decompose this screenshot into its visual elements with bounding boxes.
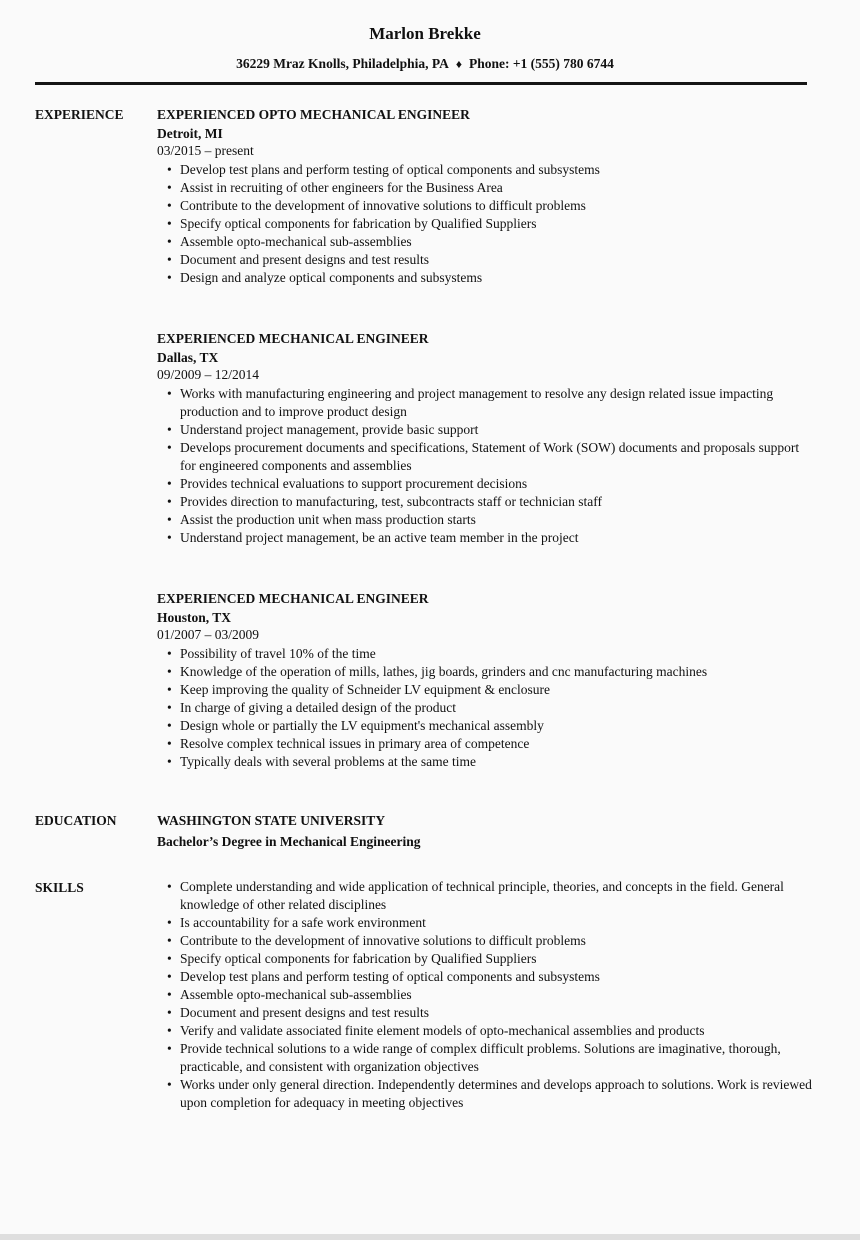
bullet-item: • Complete understanding and wide application of technical principle, theories, and concepts in the field. General knowledge of other related disciplines xyxy=(157,878,815,914)
bullet-item: • Provides direction to manufacturing, test, subcontracts staff or technician staff xyxy=(157,493,815,511)
job-title: EXPERIENCED OPTO MECHANICAL ENGINEER xyxy=(157,107,470,122)
bullet-item: • Works under only general direction. Independently determines and develops approach to solutions. Work is reviewed upon completion for adequacy in meeting objectives xyxy=(157,1076,815,1112)
bullet-item: • Possibility of travel 10% of the time xyxy=(157,645,815,663)
job-title: EXPERIENCED MECHANICAL ENGINEER xyxy=(157,591,429,606)
bullet-item: • Document and present designs and test results xyxy=(157,1004,815,1022)
bullet-item: • Develops procurement documents and specifications, Statement of Work (SOW) documents and proposals support for engineered components and assemblies xyxy=(157,439,815,475)
job-bullet-list xyxy=(157,645,815,771)
bullet-item: • Develop test plans and perform testing of optical components and subsystems xyxy=(157,161,815,179)
bullet-item: • Assemble opto-mechanical sub-assemblies xyxy=(157,986,815,1004)
skills-section xyxy=(35,878,815,1112)
bullet-item: • Assist the production unit when mass production starts xyxy=(157,511,815,529)
job-dates: 01/2007 – 03/2009 xyxy=(157,627,260,642)
experience-job xyxy=(157,329,815,547)
experience-section xyxy=(35,105,815,771)
bullet-item: • Contribute to the development of innovative solutions to difficult problems xyxy=(157,197,815,215)
skills-list xyxy=(157,878,815,1112)
person-name: Marlon Brekke xyxy=(369,24,481,43)
job-bullet-list xyxy=(157,161,815,287)
bullet-item: • Assist in recruiting of other engineers for the Business Area xyxy=(157,179,815,197)
experience-section-label: EXPERIENCE xyxy=(35,107,124,122)
job-dates: 09/2009 – 12/2014 xyxy=(157,367,260,382)
bullet-item: • Resolve complex technical issues in primary area of competence xyxy=(157,735,815,753)
skills-section-label: SKILLS xyxy=(35,880,84,895)
diamond-separator-icon: ♦ xyxy=(455,57,462,71)
bullet-item: • Design whole or partially the LV equipment's mechanical assembly xyxy=(157,717,815,735)
job-title: EXPERIENCED MECHANICAL ENGINEER xyxy=(157,331,429,346)
contact-line xyxy=(35,56,815,72)
job-dates: 03/2015 – present xyxy=(157,143,254,158)
bullet-item: • Provides technical evaluations to support procurement decisions xyxy=(157,475,815,493)
bullet-item: • Understand project management, be an active team member in the project xyxy=(157,529,815,547)
bullet-item: • In charge of giving a detailed design of the product xyxy=(157,699,815,717)
school-name: WASHINGTON STATE UNIVERSITY xyxy=(157,813,386,828)
bullet-item: • Contribute to the development of innovative solutions to difficult problems xyxy=(157,932,815,950)
bullet-item: • Knowledge of the operation of mills, lathes, jig boards, grinders and cnc manufacturing machines xyxy=(157,663,815,681)
degree-name: Bachelor’s Degree in Mechanical Engineering xyxy=(157,834,421,849)
bullet-item: • Develop test plans and perform testing of optical components and subsystems xyxy=(157,968,815,986)
bullet-item: • Understand project management, provide basic support xyxy=(157,421,815,439)
header-divider xyxy=(35,82,807,85)
bullet-item: • Document and present designs and test results xyxy=(157,251,815,269)
bottom-edge-strip xyxy=(0,1234,860,1240)
bullet-item: • Works with manufacturing engineering and project management to resolve any design related issue impacting production and to improve product design xyxy=(157,385,815,421)
job-location: Houston, TX xyxy=(157,610,232,625)
job-location: Detroit, MI xyxy=(157,126,223,141)
address-text: 36229 Mraz Knolls, Philadelphia, PA xyxy=(236,56,449,71)
job-location: Dallas, TX xyxy=(157,350,219,365)
experience-job xyxy=(157,589,815,771)
bullet-item: • Typically deals with several problems at the same time xyxy=(157,753,815,771)
job-bullet-list xyxy=(157,385,815,547)
skills-content xyxy=(157,878,815,1112)
education-section xyxy=(35,811,815,851)
bullet-item: • Specify optical components for fabrication by Qualified Suppliers xyxy=(157,215,815,233)
bullet-item: • Provide technical solutions to a wide range of complex difficult problems. Solutions are imaginative, thorough, practicable, and consistent with organization objectives xyxy=(157,1040,815,1076)
education-content xyxy=(157,811,815,851)
bullet-item: • Keep improving the quality of Schneider LV equipment & enclosure xyxy=(157,681,815,699)
bullet-item: • Verify and validate associated finite element models of opto-mechanical assemblies and products xyxy=(157,1022,815,1040)
experience-job xyxy=(157,105,815,287)
resume-header xyxy=(35,24,815,85)
bullet-item: • Assemble opto-mechanical sub-assemblies xyxy=(157,233,815,251)
bullet-item: • Design and analyze optical components and subsystems xyxy=(157,269,815,287)
experience-content xyxy=(157,105,815,771)
bullet-item: • Specify optical components for fabrication by Qualified Suppliers xyxy=(157,950,815,968)
bullet-item: • Is accountability for a safe work environment xyxy=(157,914,815,932)
education-section-label: EDUCATION xyxy=(35,813,117,828)
phone-text: Phone: +1 (555) 780 6744 xyxy=(468,56,614,71)
